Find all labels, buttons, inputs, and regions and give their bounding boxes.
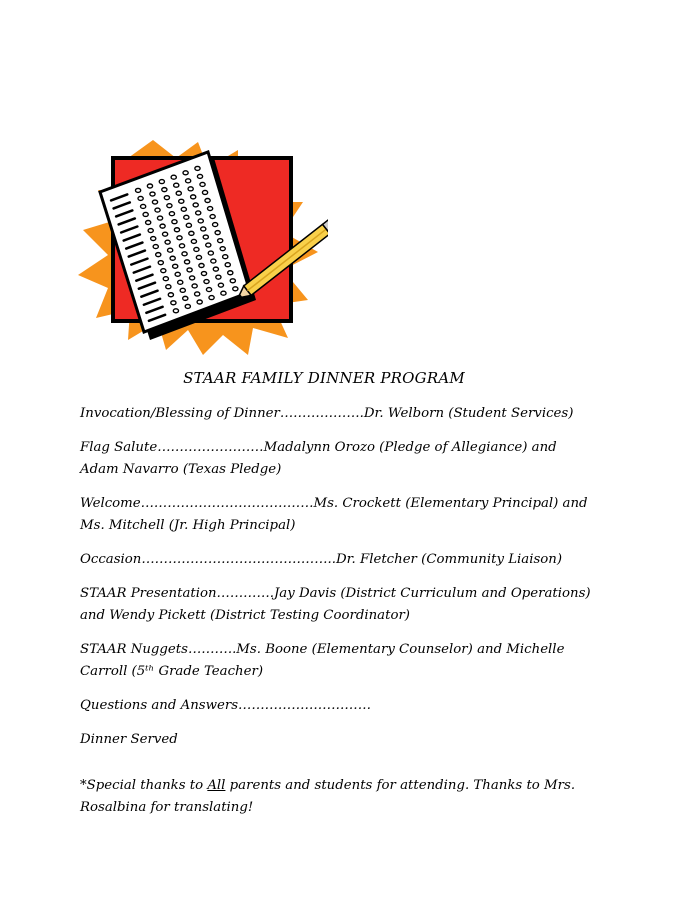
program-list: [80, 403, 598, 763]
program-item-occasion: Occasion……………………………………..Dr. Fletcher (Community Liaison): [80, 552, 563, 567]
program-item-staar-nuggets: STAAR Nuggets………..Ms. Boone (Elementary Counselor) and Michelle Carroll (5ᵗʰ Grade Teacher): [80, 642, 565, 679]
program-item-flag-salute: Flag Salute……………………Madalynn Orozo (Pledge of Allegiance) and Adam Navarro (Texas Pledge): [80, 440, 557, 477]
program-item-dinner: Dinner Served: [80, 732, 178, 747]
note-emphasis: All: [207, 778, 226, 793]
program-item-invocation: Invocation/Blessing of Dinner……………….Dr. Welborn (Student Services): [80, 406, 574, 421]
program-item-questions: Questions and Answers…………………………: [80, 698, 371, 713]
program-item-staar-presentation: STAAR Presentation………….Jay Davis (District Curriculum and Operations) and Wendy Pickett (District Testing Coordinator): [80, 586, 591, 623]
special-thanks-note: [80, 775, 598, 819]
test-answer-sheet-with-pencil-icon: [78, 140, 328, 355]
program-item-welcome: Welcome…………………………………Ms. Crockett (Elementary Principal) and Ms. Mitchell (Jr. High Principal): [80, 496, 588, 533]
note-prefix: *Special thanks to: [80, 778, 208, 793]
program-title: STAAR FAMILY DINNER PROGRAM: [183, 369, 465, 387]
note-suffix: parents and students for attending. Thanks to Mrs. Rosalbina for translating!: [80, 778, 576, 815]
